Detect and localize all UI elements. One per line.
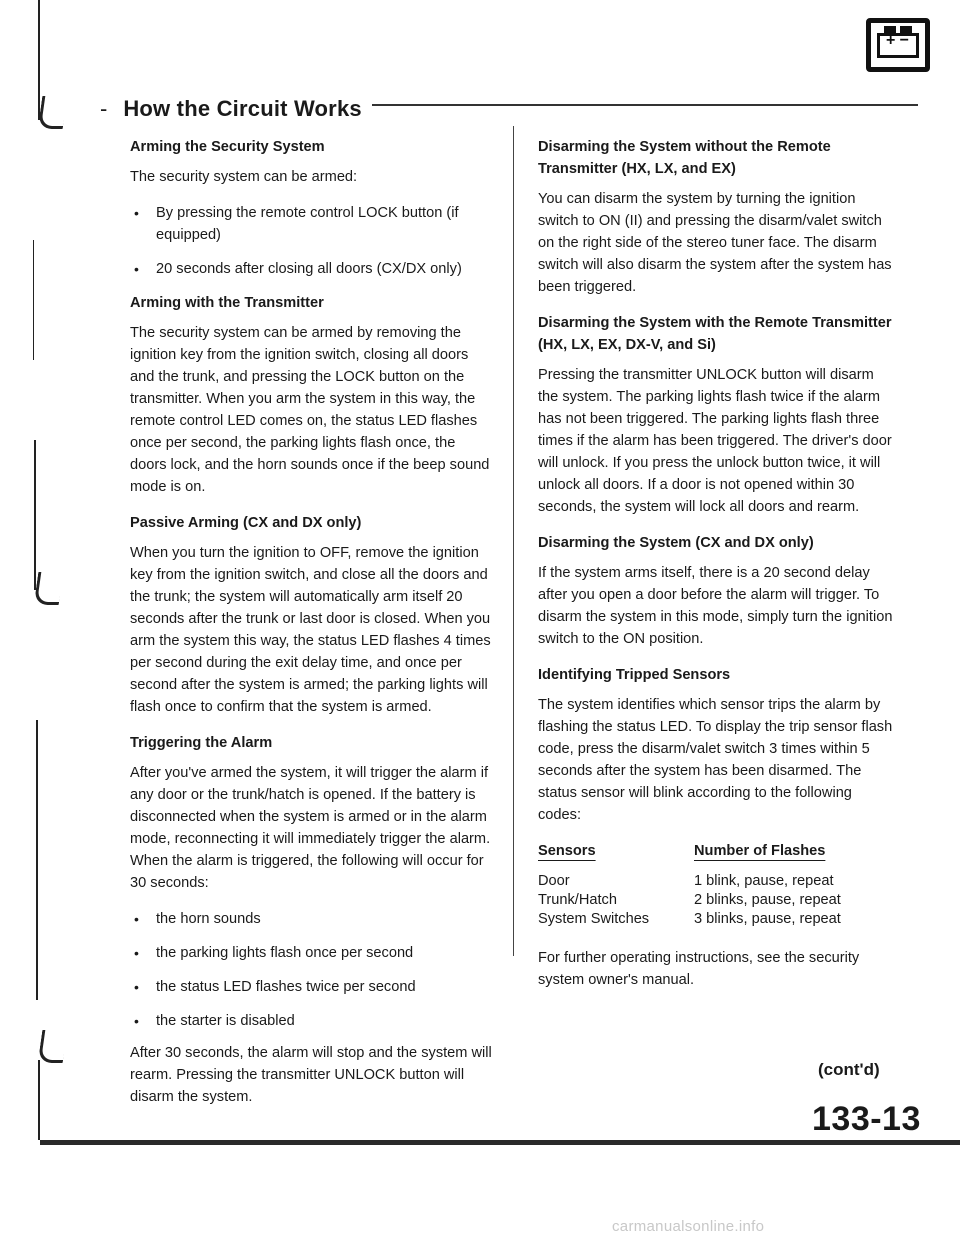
subheading-disarm-remote: Disarming the System with the Remote Transmitter (HX, LX, EX, DX-V, and Si) — [538, 315, 892, 353]
paragraph: For further operating instructions, see the security system owner's manual. — [538, 950, 860, 988]
paragraph: Pressing the transmitter UNLOCK button will disarm the system. The parking lights flash twice if the alarm has not been triggered. The parking lights flash three times if the alarm has been triggered. The driver's door will unlock. If you press the unlock button twice, it will unlock all doors. If a door is not opened within 30 seconds, the system will lock all doors and rearm. — [538, 367, 892, 515]
table-cell-flashes: 3 blinks, pause, repeat — [694, 911, 841, 927]
paragraph: The security system can be armed by removing the ignition key from the ignition switch, closing all doors and the trunk, and pressing the LOCK button on the transmitter. When you arm the system in this way, the remote control LED comes on, the status LED flashes once per second, the parking lights flash once, the doors lock, and the horn sounds once if the beep sound mode is on. — [130, 325, 490, 495]
list-item: • the starter is disabled — [130, 1010, 492, 1032]
battery-plus-sign: + — [886, 32, 896, 49]
page-number: 133-13 — [812, 1100, 921, 1138]
bullet-list — [130, 202, 492, 280]
subheading-arming-transmitter: Arming with the Transmitter — [130, 295, 324, 311]
left-column — [130, 136, 492, 1122]
table-cell-flashes: 1 blink, pause, repeat — [694, 873, 834, 889]
paragraph: You can disarm the system by turning the ignition switch to ON (II) and pressing the disarm/valet switch on the right side of the stereo tuner face. The disarm switch will also disarm the system after the system has been triggered. — [538, 191, 892, 295]
margin-line-bottom — [38, 1060, 40, 1140]
margin-line-lower — [36, 720, 38, 1000]
flash-code-table — [538, 840, 898, 929]
margin-hook-mid — [34, 572, 64, 605]
paragraph: The system identifies which sensor trips the alarm by flashing the status LED. To display the trip sensor flash code, press the disarm/valet switch 3 times within 5 seconds after the system has been disarmed. The status sensor will blink according to the following codes: — [538, 697, 893, 823]
subheading-passive-arming: Passive Arming (CX and DX only) — [130, 515, 362, 531]
list-item: • By pressing the remote control LOCK button (if equipped) — [130, 202, 492, 246]
column-divider — [513, 126, 514, 956]
list-item: • 20 seconds after closing all doors (CX/DX only) — [130, 258, 492, 280]
subheading-arming: Arming the Security System — [130, 139, 325, 155]
table-cell-sensor: System Switches — [538, 911, 650, 927]
bullet-list — [130, 908, 492, 1032]
section-heading — [100, 96, 362, 122]
margin-hook-low — [38, 1030, 68, 1063]
subheading-disarm-no-remote: Disarming the System without the Remote Transmitter (HX, LX, and EX) — [538, 139, 831, 177]
continued-label: (cont'd) — [818, 1060, 880, 1079]
margin-line-upper — [33, 240, 34, 360]
heading-rule — [372, 104, 918, 106]
table-header-sensors: Sensors — [538, 843, 596, 859]
margin-hook-top — [38, 96, 68, 129]
paragraph: After you've armed the system, it will trigger the alarm if any door or the trunk/hatch is opened. If the battery is disconnected when the system is armed or in the alarm mode, reconnecting it will immediately trigger the alarm. When the alarm is triggered, the following will occur for 30 seconds: — [130, 765, 491, 891]
watermark: carmanualsonline.info — [612, 1218, 765, 1235]
battery-inner-frame — [877, 33, 919, 58]
right-column — [538, 136, 898, 1005]
list-item: • the horn sounds — [130, 908, 492, 930]
list-item: • the parking lights flash once per second — [130, 942, 492, 964]
table-header-flashes: Number of Flashes — [694, 843, 826, 859]
margin-line-mid — [34, 440, 36, 590]
bottom-scan-bar — [40, 1140, 960, 1145]
battery-minus-sign: − — [899, 32, 909, 49]
list-item: • the status LED flashes twice per second — [130, 976, 492, 998]
paragraph: The security system can be armed: — [130, 169, 358, 185]
heading-dash: - — [100, 96, 108, 121]
page-title: How the Circuit Works — [123, 96, 362, 121]
paragraph: If the system arms itself, there is a 20 second delay after you open a door before the alarm will trigger. To disarm the system in this mode, simply turn the ignition switch to the ON position. — [538, 565, 893, 647]
battery-icon — [866, 18, 930, 72]
subheading-disarm-cx-dx: Disarming the System (CX and DX only) — [538, 535, 814, 551]
paragraph: After 30 seconds, the alarm will stop and the system will rearm. Pressing the transmitter UNLOCK button will disarm the system. — [130, 1045, 492, 1105]
subheading-triggering: Triggering the Alarm — [130, 735, 273, 751]
table-cell-sensor: Trunk/Hatch — [538, 892, 617, 908]
table-cell-flashes: 2 blinks, pause, repeat — [694, 892, 841, 908]
paragraph: When you turn the ignition to OFF, remove the ignition key from the ignition switch, and close all the doors and the trunk; the system will automatically arm itself 20 seconds after the trunk or last door is closed. When you arm the system this way, the status LED flashes 4 times per second during the exit delay time, and once per second after the system is armed; the parking lights will flash once to confirm that the system is armed. — [130, 545, 491, 715]
table-cell-sensor: Door — [538, 873, 570, 889]
subheading-tripped-sensors: Identifying Tripped Sensors — [538, 667, 731, 683]
margin-line-top — [38, 0, 40, 120]
